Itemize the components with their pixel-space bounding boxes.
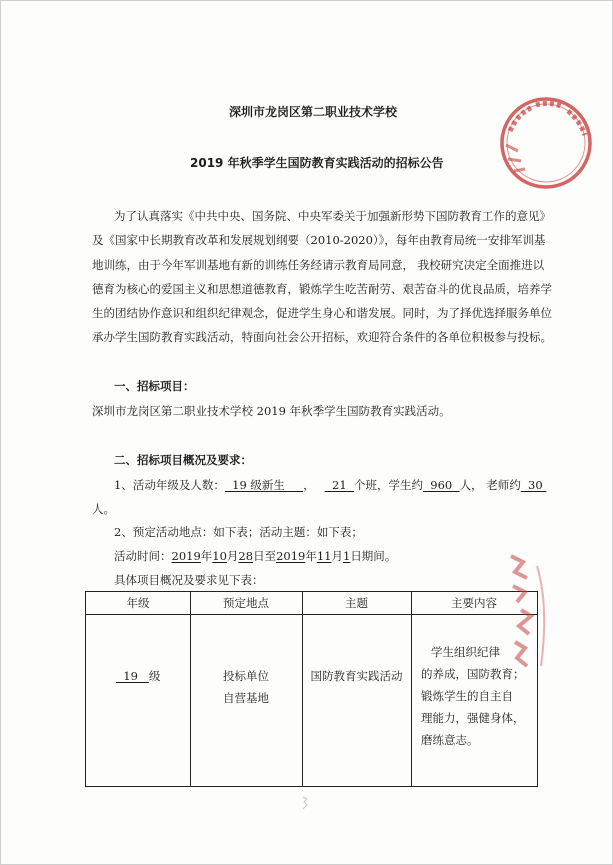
- time-label: 活动时间：: [114, 549, 172, 563]
- intro-line-3: 地训练，由于今年军训基地有新的训练任务经请示教育局同意， 我校研究决定全面推进以: [92, 258, 545, 272]
- content-line: 的养成，国防教育；: [421, 667, 525, 681]
- item1-line: [114, 478, 546, 492]
- intro-line-2: 及《国家中长期教育改革和发展规划纲要（2010-2020）》，每年由教育局统一安排军训基: [92, 233, 546, 247]
- time-start-month: 10: [212, 549, 227, 563]
- time-start-day: 28: [238, 549, 254, 563]
- table-header-location: 预定地点: [223, 596, 269, 610]
- grade-suffix: 级: [148, 669, 161, 683]
- table-intro: 具体项目概况及要求见下表：: [114, 573, 264, 587]
- time-sep-year-2: 年: [305, 549, 317, 563]
- item1-grade: 19 级新生: [224, 478, 304, 492]
- content-line: 磨练意志。: [421, 733, 479, 747]
- seal-edge-marks: [501, 546, 561, 686]
- item1-students-suffix: 人， 老师约: [459, 478, 521, 492]
- table-col-divider: [302, 592, 303, 786]
- intro-line-1: 为了认真落实《中共中央、国务院、中央军委关于加强新形势下国防教育工作的意见》: [114, 209, 551, 223]
- time-end-year: 2019: [276, 549, 306, 563]
- item1-end: 人。: [92, 502, 115, 516]
- item1-students: 960: [422, 478, 460, 492]
- table-cell-theme: 国防教育实践活动: [310, 669, 403, 683]
- item2-line: 2、预定活动地点：如下表；活动主题：如下表；: [114, 525, 363, 539]
- table-header-content: 主要内容: [451, 596, 497, 610]
- time-sep-year: 年: [200, 549, 213, 563]
- item1-classes: 21: [324, 478, 354, 492]
- table-header-theme: 主题: [345, 596, 368, 610]
- item1-teachers: 30: [520, 478, 547, 492]
- table-header-grade: 年级: [126, 596, 150, 610]
- time-sep-to: 日至: [253, 549, 277, 563]
- grade-number: 19: [116, 669, 149, 683]
- time-start-year: 2019: [171, 549, 201, 563]
- time-end-day: 1: [342, 549, 351, 563]
- location-line-2: 自营基地: [223, 691, 269, 705]
- project-table: [85, 591, 538, 787]
- time-sep-end: 日期间。: [350, 549, 397, 563]
- intro-line-4: 德育为核心的爱国主义和思想道德教育，锻炼学生吃苦耐劳、艰苦奋斗的优良品质，培养学: [92, 282, 552, 296]
- activity-time: [114, 549, 396, 563]
- item1-comma: ，: [303, 478, 315, 492]
- content-line: 学生组织纪律: [431, 645, 500, 659]
- table-cell-grade: [116, 665, 160, 687]
- section1-content: 深圳市龙岗区第二职业技术学校 2019 年秋季学生国防教育实践活动。: [92, 404, 451, 418]
- intro-line-5: 生的团结协作意识和组织纪律观念，促进学生身心和谐发展。同时，为了择优选择服务单位: [92, 306, 552, 320]
- section1-heading: 一、招标项目：: [114, 379, 195, 393]
- content-line: 理能力，强健身体，: [421, 711, 525, 725]
- table-col-divider: [411, 592, 412, 786]
- content-line: 锻炼学生的自主自: [421, 689, 513, 703]
- table-cell-location: [190, 665, 302, 709]
- time-end-month: 11: [316, 549, 332, 563]
- item1-classes-suffix: 个班，学生约: [353, 478, 423, 492]
- time-sep-month: 月: [226, 549, 239, 563]
- section2-heading: 二、招标项目概况及要求：: [114, 453, 252, 467]
- official-seal-stamp: [488, 93, 592, 197]
- school-name: 深圳市龙岗区第二职业技术学校: [229, 105, 398, 119]
- item1-prefix: 1、活动年级及人数：: [114, 478, 225, 492]
- intro-line-6: 承办学生国防教育实践活动，特面向社会公开招标，欢迎符合条件的各单位积极参与投标。: [92, 330, 552, 344]
- notice-title: 2019 年秋季学生国防教育实践活动的招标公告: [190, 156, 444, 170]
- time-sep-month-2: 月: [331, 549, 343, 563]
- table-header-divider: [86, 614, 537, 615]
- location-line-1: 投标单位: [223, 669, 269, 683]
- scan-speck: [301, 796, 309, 810]
